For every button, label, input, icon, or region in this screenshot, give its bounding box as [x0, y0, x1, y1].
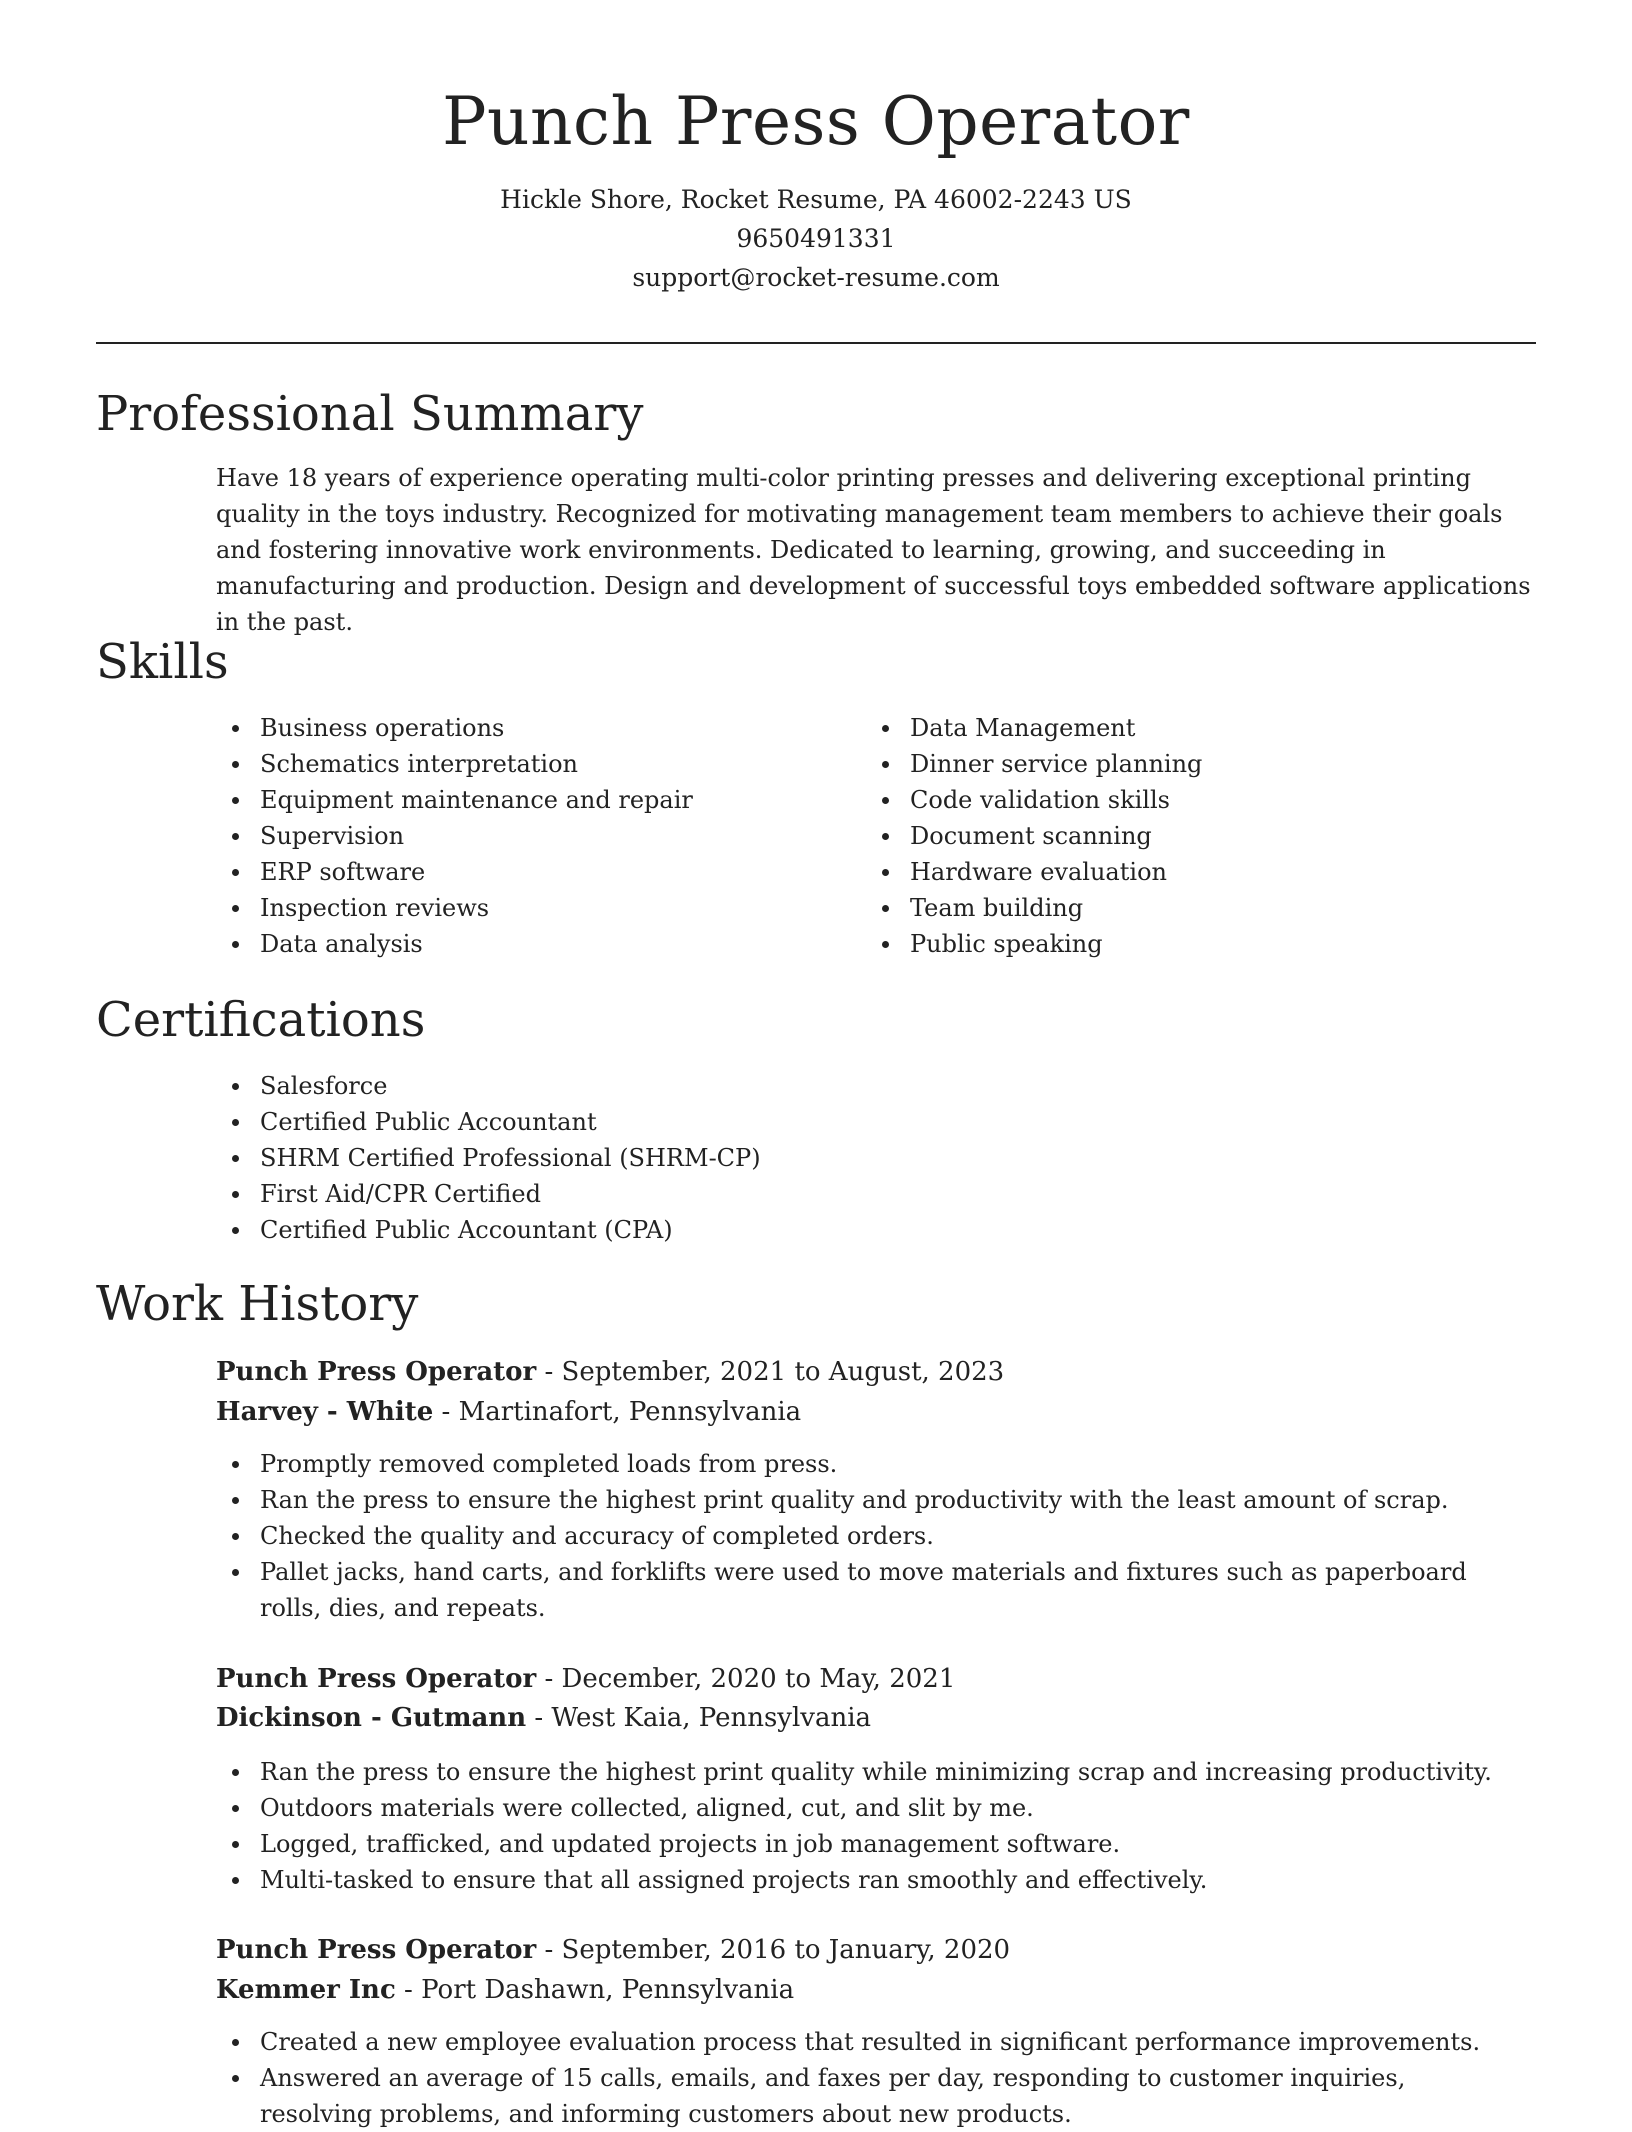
skill-item: Public speaking: [866, 926, 1526, 962]
summary-heading: Professional Summary: [96, 386, 644, 442]
job-company: Dickinson - Gutmann: [216, 1703, 527, 1733]
job-bullet: Created a new employee evaluation process that resulted in significant performance improvements.: [216, 2024, 1506, 2060]
job-company: Harvey - White: [216, 1397, 434, 1427]
job-dates: - September, 2016 to January, 2020: [536, 1935, 1011, 1965]
job-dates: - December, 2020 to May, 2021: [536, 1664, 956, 1694]
certification-item: Salesforce: [216, 1068, 1536, 1104]
skill-item: Data analysis: [216, 926, 816, 962]
skill-item: Inspection reviews: [216, 890, 816, 926]
contact-phone: 9650491331: [736, 224, 896, 253]
skills-heading: Skills: [96, 634, 229, 690]
skill-item: Schematics interpretation: [216, 746, 816, 782]
certification-item: First Aid/CPR Certified: [216, 1176, 1536, 1212]
job-bullets: [216, 1446, 1506, 1626]
certification-item: Certified Public Accountant (CPA): [216, 1212, 1536, 1248]
job-bullets: [216, 1754, 1536, 1898]
certification-item: SHRM Certified Professional (SHRM-CP): [216, 1140, 1536, 1176]
job-title: Punch Press Operator: [216, 1664, 537, 1694]
job-company-line: [216, 1970, 794, 2010]
contact-email: support@rocket-resume.com: [632, 263, 1000, 292]
job-dates: - September, 2021 to August, 2023: [536, 1357, 1005, 1387]
job-title-line: [216, 1930, 1010, 1970]
job-title-line: [216, 1352, 1004, 1392]
job-title: Punch Press Operator: [216, 1935, 537, 1965]
job-bullet: Ran the press to ensure the highest print quality and productivity with the least amount of scrap.: [216, 1482, 1506, 1518]
skill-item: Equipment maintenance and repair: [216, 782, 816, 818]
job-bullets: [216, 2024, 1506, 2132]
certifications-list: [216, 1068, 1536, 1248]
job-bullet: Answered an average of 15 calls, emails, and faxes per day, responding to customer inquiries, resolving problems, and informing customers about new products.: [216, 2060, 1506, 2132]
skills-list-left: [216, 710, 816, 962]
job-bullet: Outdoors materials were collected, aligned, cut, and slit by me.: [216, 1790, 1536, 1826]
summary-text: Have 18 years of experience operating multi-color printing presses and delivering exceptional printing quality in the toys industry. Recognized for motivating management team members to achieve their goals and fostering innovative work environments. Dedicated to learning, growing, and succeeding in manufacturing and production. Design and development of successful toys embedded software applications in the past.: [216, 464, 1531, 636]
skill-item: Dinner service planning: [866, 746, 1526, 782]
job-title-line: [216, 1659, 955, 1699]
skill-item: Team building: [866, 890, 1526, 926]
header-divider: [96, 342, 1536, 344]
job-company-line: [216, 1392, 801, 1432]
skill-item: Business operations: [216, 710, 816, 746]
resume-name: Punch Press Operator: [442, 83, 1190, 160]
job-company-line: [216, 1698, 871, 1738]
skills-list-right: [866, 710, 1526, 962]
job-location: - Martinafort, Pennsylvania: [433, 1397, 802, 1427]
job-title: Punch Press Operator: [216, 1357, 537, 1387]
work-history-heading: Work History: [96, 1276, 419, 1332]
certification-item: Certified Public Accountant: [216, 1104, 1536, 1140]
job-bullet: Pallet jacks, hand carts, and forklifts were used to move materials and fixtures such as paperboard rolls, dies, and repeats.: [216, 1554, 1506, 1626]
job-bullet: Multi-tasked to ensure that all assigned projects ran smoothly and effectively.: [216, 1862, 1536, 1898]
job-company: Kemmer Inc: [216, 1975, 396, 2005]
job-bullet: Ran the press to ensure the highest print quality while minimizing scrap and increasing productivity.: [216, 1754, 1536, 1790]
skill-item: Document scanning: [866, 818, 1526, 854]
skill-item: Supervision: [216, 818, 816, 854]
job-bullet: Checked the quality and accuracy of completed orders.: [216, 1518, 1506, 1554]
job-bullet: Promptly removed completed loads from press.: [216, 1446, 1506, 1482]
job-location: - West Kaia, Pennsylvania: [526, 1703, 872, 1733]
certifications-heading: Certifications: [96, 992, 426, 1048]
job-location: - Port Dashawn, Pennsylvania: [395, 1975, 795, 2005]
skill-item: ERP software: [216, 854, 816, 890]
resume-header: [96, 72, 1536, 297]
skill-item: Code validation skills: [866, 782, 1526, 818]
skill-item: Hardware evaluation: [866, 854, 1526, 890]
contact-address: Hickle Shore, Rocket Resume, PA 46002-2243 US: [500, 185, 1132, 214]
job-bullet: Logged, trafficked, and updated projects in job management software.: [216, 1826, 1536, 1862]
skill-item: Data Management: [866, 710, 1526, 746]
